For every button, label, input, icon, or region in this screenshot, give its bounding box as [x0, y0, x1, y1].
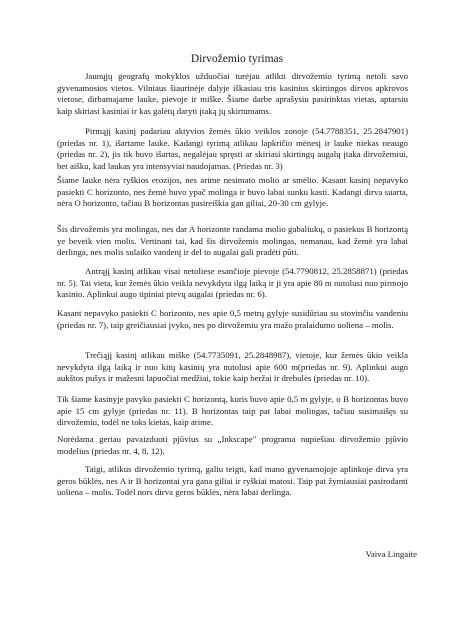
- paragraph-first-pit: Pirmąjį kasinį padariau aktyvios žemės ūkio veiklos zonoje (54.7788351, 25.2847901) (priedas nr. 1), išartame lauke. Kadangi tyrimą atlikau lapkričio mėnesį ir lauke niekas neaugo (priedas nr. 2), jis tik buvo išartas, negalėjau spręsti ar skiriasi skirtingų augalų įtaka dirvožemiui, bet aišku, kad laukas yra intensyviai naudojamas. (Priedas nr. 3): [57, 126, 408, 171]
- paragraph-third-pit: Trečiąjį kasinį atlikau miške (54.7735091, 25.2848987), vietoje, kur žemės ūkio veikla nevykdyta ilgą laiką ir nuo kitų kasinių yra nutolusi apie 600 m(priedas nr. 9). Aplinkui augo aukštos pušys ir mažesni lapuočiai medžiai, tokie kaip beržai ir drebulės (priedas nr. 10).: [57, 350, 408, 384]
- paragraph-first-pit-soil: Šis dirvožemis yra molingas, nes dar A horizonte randama molio gabaliukų, o pasiekus B horizontą ye beveik vien molis. Vertinant tai, kad šis dirvožemis molingas, nemanau, kad žemė yra labai derlinga, nes molis sulaiko vandenį ir del to augalai gali pradėti pūti.: [57, 224, 408, 258]
- paragraph-second-pit: Antrąjį kasinį atlikau visai netoliese esančioje pievoje (54.7790812, 25.2858871) (priedas nr. 5). Tai vieta, kur žemės ūkio veikla nevykdyta ilgą laiką ir ji yra apie 80 m nutolusi nuo pirmojo kasinio. Aplinkui augo tipiniai pievų augalai (priedas nr. 6).: [57, 266, 408, 300]
- paragraph-third-pit-horizons: Tik šiame kasinyje pavyko pasiekti C horizontą, kuris buvo apie 0,5 m gylyje, o B horizontas buvo apie 15 cm gylyje (priedas nr. 11). B horizontas taip pat labai molingas, tačiau susimaišęs su dirvožemiu, todėl ne toks kietas, kaip arime.: [57, 394, 408, 428]
- document-title: Dirvožemio tyrimas: [190, 53, 284, 65]
- paragraph-first-pit-horizons: Šiame lauke nėra ryškios erozijos, nes arime nesimato molio ar smėlio. Kasant kasinį nepavyko pasiekti C horizonto, nes žemė buvo ypač molinga ir buvo labai sunku kasti. Kadangi dirva suarta, nėra O horizonto, tačiau B horizontas pasireiškia gan giliai, 20-30 cm gylyje.: [57, 175, 408, 209]
- paragraph-models: Norėdama geriau pavaizduoti pjūvius su „Inkscape" programa nupiešiau dirvožemio pjūvio modelius (priedas nr. 4, 8, 12).: [57, 434, 408, 456]
- paragraph-intro: Jaunųjų geografų mokyklos užduočiai turėjau atlikti dirvožemio tyrimą netoli savo gyvenamosios vietos. Vilniaus šiaurinėje dalyje iškasiau tris kasinius skirtingos dirvos apkrovos vietose, dirbamajame lauke, pievoje ir miške. Šiame darbe aprašysiu pasirinktas vietas, aptarsiu kaip skiriasi kasiniai ir kas galėtų daryti įtaką jų skirtumams.: [57, 71, 408, 116]
- paragraph-second-pit-water: Kasant nepavyko pasiekti C horizonto, nes apie 0,5 metrų gylyje susidūriau su stovinčiu vandeniu (priedas nr. 7), taip greičiausiai įvyko, nes po dirvožemiu yra mažo pralaidumo uoliena – molis.: [57, 308, 408, 330]
- paragraph-conclusion: Taigi, atlikus dirvožemio tyrimą, galiu teigti, kad mano gyvenamojoje aplinkoje dirva yra geros būklės, nes A ir B horizontai yra gana giliai ir ryškiai matosi. Taip pat žymiausiai pasirodanti uoliena – molis. Todėl nors dirva geros būklės, nėra labai derlinga.: [57, 464, 408, 498]
- author-signature: Vaiva Lingaite: [365, 549, 417, 559]
